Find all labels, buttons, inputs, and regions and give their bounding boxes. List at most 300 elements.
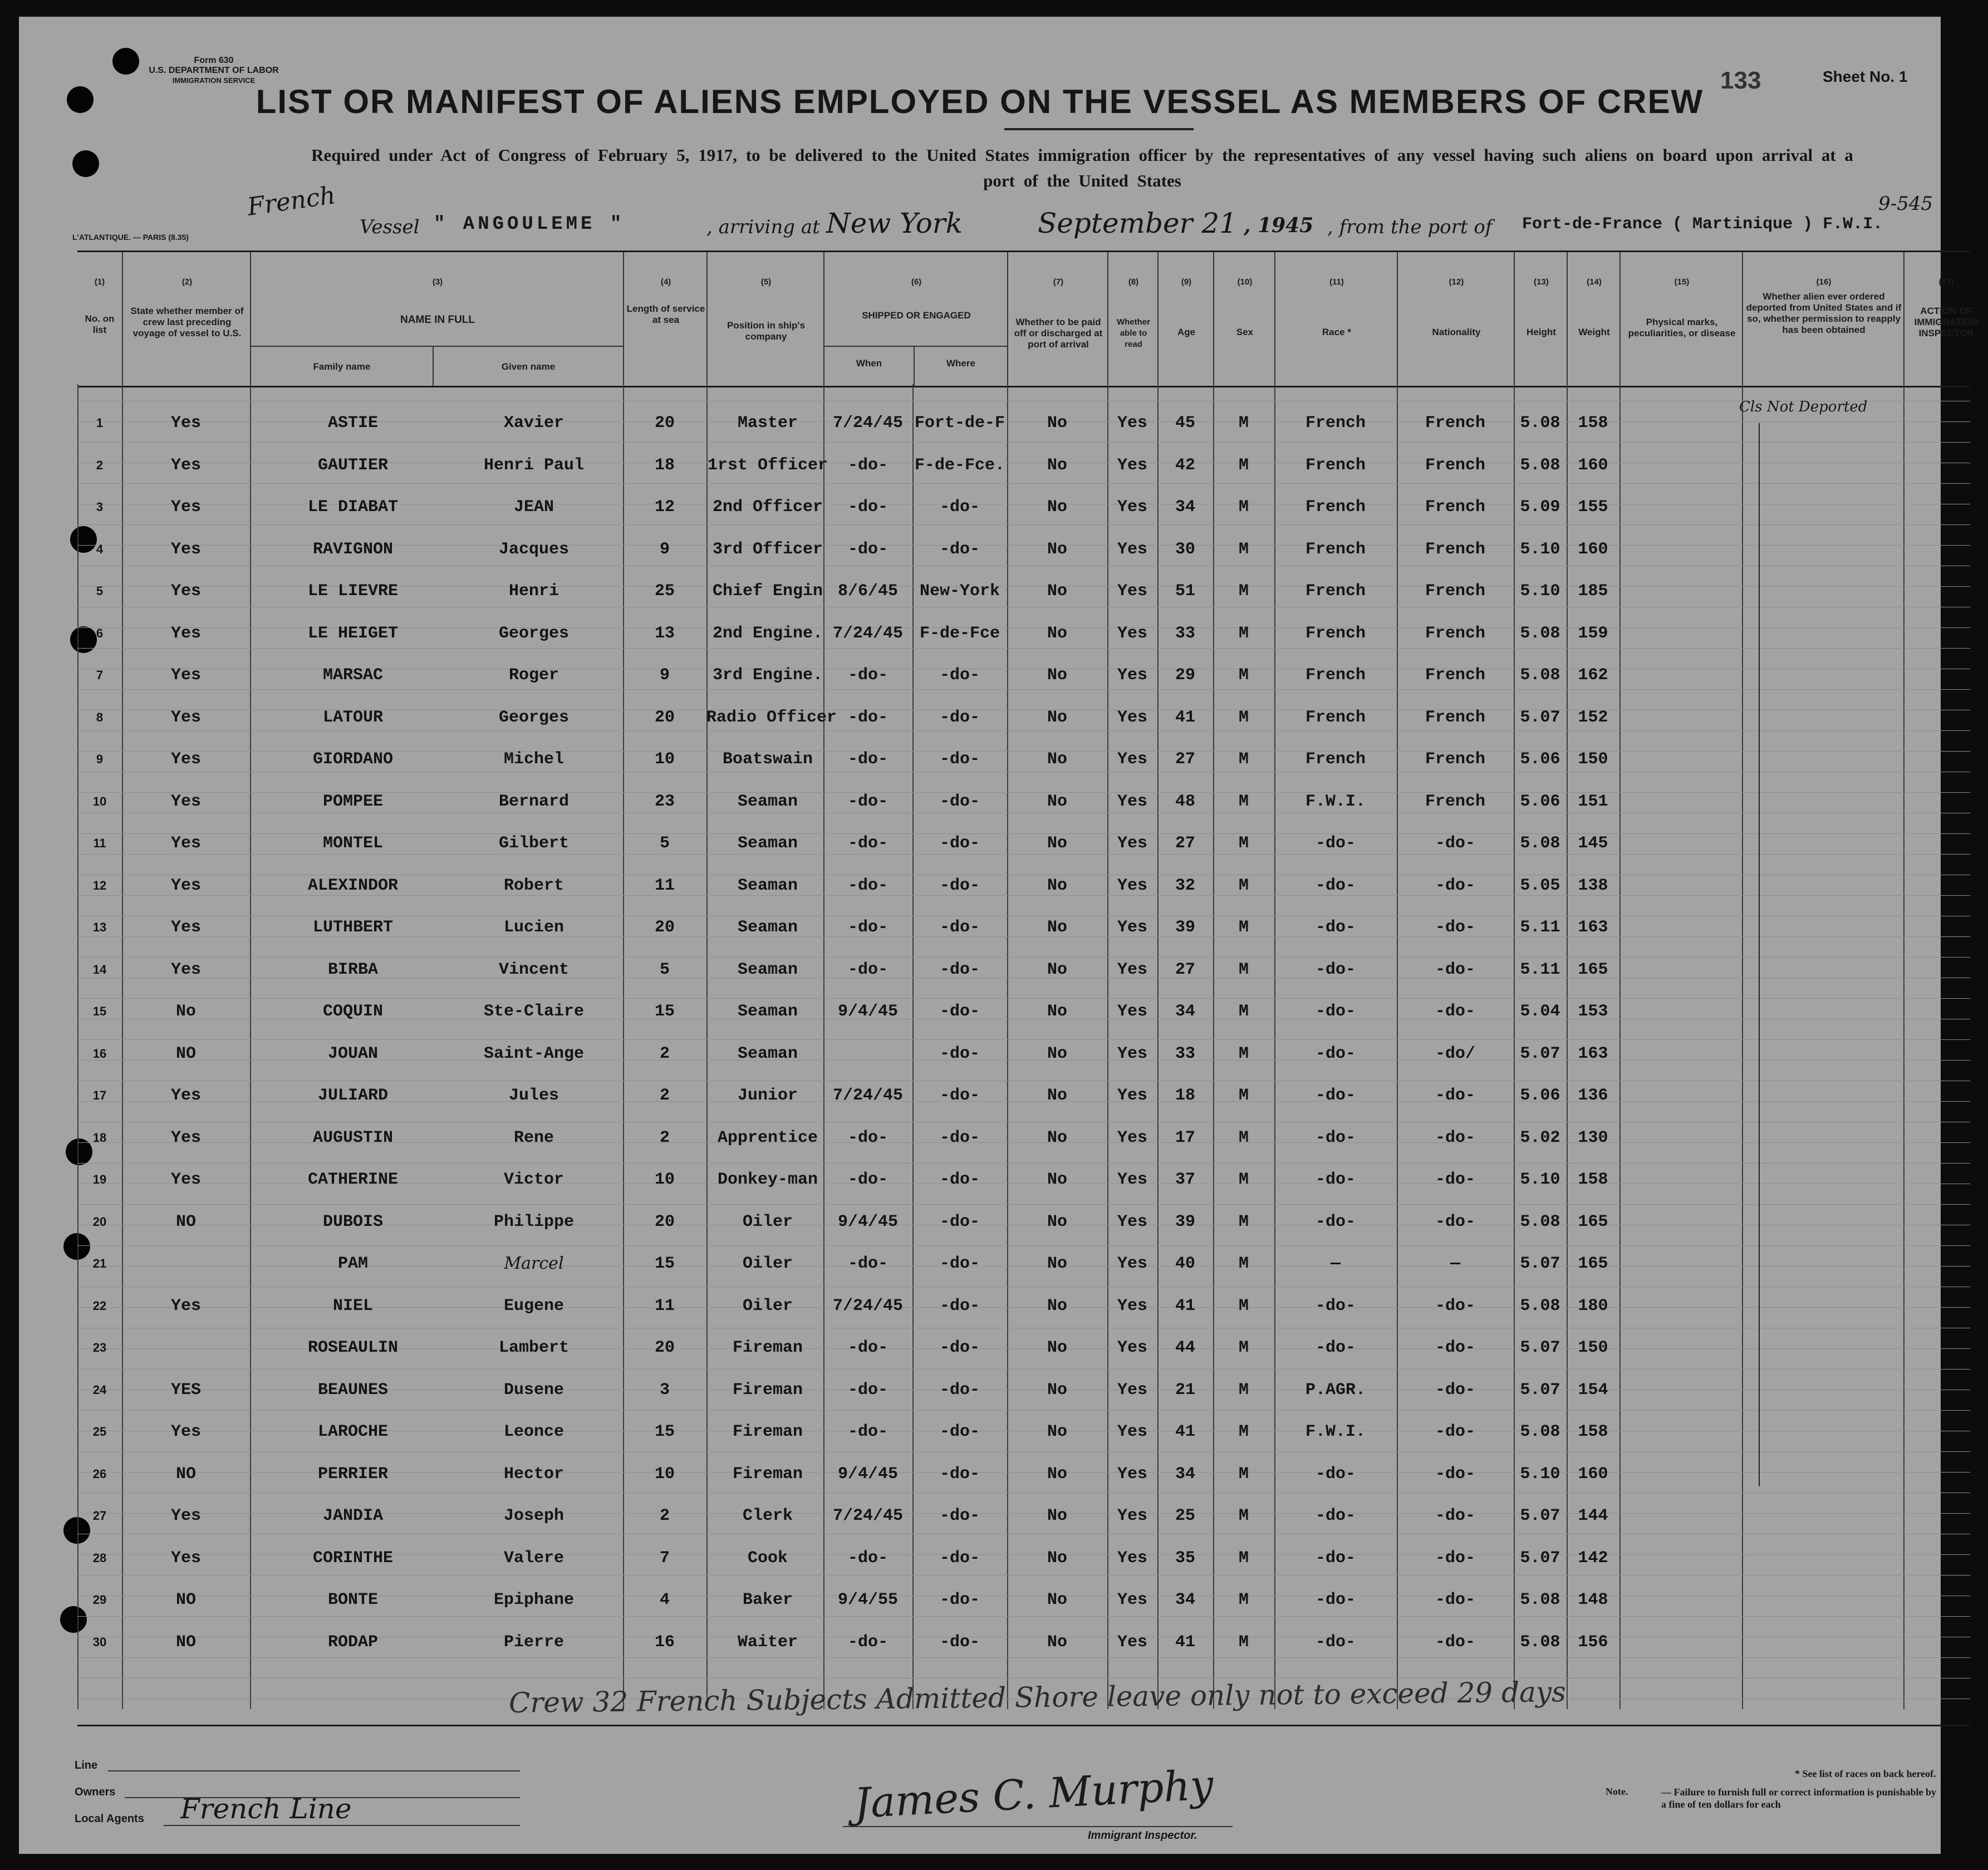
cell-family-name: BEAUNES xyxy=(317,1381,389,1400)
cell-sex: M xyxy=(1238,1422,1249,1441)
cell-nationality: French xyxy=(1425,414,1486,433)
cell-paid-off: No xyxy=(1047,918,1067,937)
cell-age: 18 xyxy=(1175,1086,1195,1105)
cell-given-name: JEAN xyxy=(513,498,554,517)
column-header-when: When xyxy=(856,358,882,369)
cell-able-to-read: Yes xyxy=(1117,1633,1147,1652)
cell-race: P.AGR. xyxy=(1305,1381,1366,1400)
column-header-height: (13) Height xyxy=(1514,252,1568,386)
cell-shipped-where: New-York xyxy=(919,582,1000,601)
cell-given-name: Hector xyxy=(503,1465,565,1484)
cell-sex: M xyxy=(1238,540,1249,559)
cell-race: -do- xyxy=(1315,918,1356,937)
cell-height: 5.07 xyxy=(1520,708,1560,727)
cell-row-number: 9 xyxy=(96,752,104,766)
cell-weight: 158 xyxy=(1578,1422,1608,1441)
cell-given-name: Philippe xyxy=(493,1213,575,1231)
cell-age: 44 xyxy=(1175,1338,1195,1357)
cell-shipped-where: -do- xyxy=(939,1591,980,1609)
arriving-label: , arriving at xyxy=(706,216,820,238)
column-divider xyxy=(1742,384,1743,1709)
cell-given-name: Lambert xyxy=(498,1338,570,1357)
cell-able-to-read: Yes xyxy=(1117,1422,1147,1441)
cell-height: 5.07 xyxy=(1520,1254,1560,1273)
cell-row-number: 25 xyxy=(92,1425,107,1439)
ruling-line xyxy=(77,1451,1970,1452)
cell-position: Master xyxy=(737,414,798,433)
ruling-line xyxy=(77,730,1970,731)
cell-paid-off: No xyxy=(1047,666,1067,685)
cell-age: 27 xyxy=(1175,834,1195,853)
cell-service-years: 20 xyxy=(654,1338,675,1357)
cell-sex: M xyxy=(1238,1254,1249,1273)
cell-family-name: PAM xyxy=(337,1254,368,1273)
cell-nationality: -do/ xyxy=(1435,1044,1475,1063)
cell-weight: 165 xyxy=(1578,1254,1608,1273)
cell-family-name: ASTIE xyxy=(327,414,378,433)
cell-position: 3rd Engine. xyxy=(712,666,823,685)
cell-able-to-read: Yes xyxy=(1117,1002,1147,1021)
ruling-line xyxy=(77,1245,1970,1246)
cell-weight: 180 xyxy=(1578,1297,1608,1316)
cell-last-voyage: NO xyxy=(175,1633,196,1652)
cell-position: Baker xyxy=(742,1591,793,1609)
cell-weight: 163 xyxy=(1578,918,1608,937)
cell-service-years: 12 xyxy=(654,498,675,517)
cell-age: 34 xyxy=(1175,498,1195,517)
cell-last-voyage: Yes xyxy=(170,540,201,559)
cell-service-years: 23 xyxy=(654,792,675,811)
cell-position: Seaman xyxy=(737,918,798,937)
cell-last-voyage: NO xyxy=(175,1465,196,1484)
cell-able-to-read: Yes xyxy=(1117,414,1147,433)
agents-underline xyxy=(164,1825,520,1826)
cell-last-voyage: Yes xyxy=(170,708,201,727)
page-number: 133 xyxy=(1720,67,1761,94)
cell-able-to-read: Yes xyxy=(1117,1338,1147,1357)
cell-paid-off: No xyxy=(1047,1633,1067,1652)
cell-position: Cook xyxy=(747,1549,788,1568)
cell-given-name: Dusene xyxy=(503,1381,565,1400)
ruling-line xyxy=(77,1204,1970,1205)
column-divider xyxy=(250,384,251,1709)
cell-nationality: — xyxy=(1450,1254,1460,1273)
cell-height: 5.08 xyxy=(1520,1213,1560,1231)
cell-given-name: Marcel xyxy=(504,1254,564,1273)
cell-given-name: Georges xyxy=(498,624,570,643)
cell-age: 41 xyxy=(1175,708,1195,727)
cell-nationality: -do- xyxy=(1435,1338,1475,1357)
cell-given-name: Bernard xyxy=(498,792,570,811)
cell-family-name: MARSAC xyxy=(322,666,384,685)
cell-weight: 138 xyxy=(1578,876,1608,895)
cell-sex: M xyxy=(1238,414,1249,433)
cell-family-name: RAVIGNON xyxy=(312,540,394,559)
cell-family-name: LE HEIGET xyxy=(307,624,399,643)
table-bottom-rule xyxy=(77,1725,1970,1726)
cell-sex: M xyxy=(1238,1297,1249,1316)
cell-able-to-read: Yes xyxy=(1117,1591,1147,1609)
cell-position: Boatswain xyxy=(722,750,813,769)
subtitle-line-1: Required under Act of Congress of February 5, 1917, to be delivered to the United States immigration officer by the representatives of any vessel having such aliens on board upon arrival at a xyxy=(311,145,1853,165)
cell-height: 5.05 xyxy=(1520,876,1560,895)
cell-shipped-when: -do- xyxy=(847,1254,888,1273)
column-header-physical-marks: (15) Physical marks, peculiarities, or disease xyxy=(1619,252,1743,386)
cell-able-to-read: Yes xyxy=(1117,1465,1147,1484)
cell-race: -do- xyxy=(1315,834,1356,853)
cell-nationality: -do- xyxy=(1435,1128,1475,1147)
cell-shipped-where: -do- xyxy=(939,1549,980,1568)
cell-last-voyage: NO xyxy=(175,1213,196,1231)
cell-family-name: LATOUR xyxy=(322,708,384,727)
cell-height: 5.10 xyxy=(1520,582,1560,601)
cell-paid-off: No xyxy=(1047,1002,1067,1021)
cell-given-name: Epiphane xyxy=(493,1591,575,1609)
cell-given-name: Eugene xyxy=(503,1297,565,1316)
cell-shipped-when: -do- xyxy=(847,1170,888,1189)
cell-weight: 145 xyxy=(1578,834,1608,853)
cell-last-voyage: Yes xyxy=(170,456,201,475)
cell-race: French xyxy=(1305,540,1366,559)
cell-sex: M xyxy=(1238,1506,1249,1525)
cell-position: Seaman xyxy=(737,1044,798,1063)
cell-race: -do- xyxy=(1315,1297,1356,1316)
cell-shipped-when: -do- xyxy=(847,1633,888,1652)
cell-paid-off: No xyxy=(1047,960,1067,979)
cell-row-number: 1 xyxy=(96,416,104,430)
cell-position: Chief Engin xyxy=(712,582,823,601)
cell-weight: 144 xyxy=(1578,1506,1608,1525)
cell-sex: M xyxy=(1238,1002,1249,1021)
cell-row-number: 28 xyxy=(92,1551,107,1565)
cell-nationality: -do- xyxy=(1435,1213,1475,1231)
cell-paid-off: No xyxy=(1047,1381,1067,1400)
cell-height: 5.06 xyxy=(1520,750,1560,769)
cell-shipped-when: -do- xyxy=(847,1549,888,1568)
cell-weight: 136 xyxy=(1578,1086,1608,1105)
cell-age: 33 xyxy=(1175,624,1195,643)
column-header-deported: (16) Whether alien ever ordered deported from United States and if so, whether permission to reapply has been obtained xyxy=(1742,252,1904,386)
cell-last-voyage: Yes xyxy=(170,876,201,895)
cell-nationality: -do- xyxy=(1435,1002,1475,1021)
cell-sex: M xyxy=(1238,624,1249,643)
cell-height: 5.06 xyxy=(1520,1086,1560,1105)
cell-able-to-read: Yes xyxy=(1117,1254,1147,1273)
cell-nationality: -do- xyxy=(1435,918,1475,937)
cell-weight: 159 xyxy=(1578,624,1608,643)
ruling-line xyxy=(77,648,1970,649)
cell-height: 5.07 xyxy=(1520,1338,1560,1357)
cell-shipped-where: -do- xyxy=(939,960,980,979)
cell-race: -do- xyxy=(1315,1465,1356,1484)
cell-family-name: ROSEAULIN xyxy=(307,1338,399,1357)
cell-sex: M xyxy=(1238,582,1249,601)
cell-shipped-where: -do- xyxy=(939,1170,980,1189)
column-header-service: (4) Length of service at sea xyxy=(623,252,708,386)
cell-able-to-read: Yes xyxy=(1117,918,1147,937)
cell-height: 5.08 xyxy=(1520,666,1560,685)
cell-shipped-when xyxy=(823,1043,912,1065)
cell-row-number: 26 xyxy=(92,1467,107,1481)
cell-nationality: -do- xyxy=(1435,1086,1475,1105)
cell-weight: 163 xyxy=(1578,1044,1608,1063)
cell-service-years: 10 xyxy=(654,750,675,769)
cell-last-voyage: Yes xyxy=(170,1297,201,1316)
cell-row-number: 7 xyxy=(96,668,104,682)
cell-service-years: 13 xyxy=(654,624,675,643)
cell-last-voyage: NO xyxy=(175,1044,196,1063)
cell-shipped-where: -do- xyxy=(939,1338,980,1357)
ruling-line xyxy=(77,1039,1970,1040)
ruling-line xyxy=(77,1616,1970,1617)
cell-shipped-where: -do- xyxy=(939,1128,980,1147)
cell-weight: 142 xyxy=(1578,1549,1608,1568)
cell-nationality: -do- xyxy=(1435,1170,1475,1189)
cell-able-to-read: Yes xyxy=(1117,834,1147,853)
signature-underline xyxy=(843,1826,1233,1827)
cell-race: French xyxy=(1305,498,1366,517)
cell-sex: M xyxy=(1238,834,1249,853)
cell-able-to-read: Yes xyxy=(1117,876,1147,895)
cell-last-voyage: Yes xyxy=(170,918,201,937)
cell-last-voyage: Yes xyxy=(170,750,201,769)
cell-height: 5.02 xyxy=(1520,1128,1560,1147)
cell-service-years: 18 xyxy=(654,456,675,475)
cell-weight: 158 xyxy=(1578,414,1608,433)
cell-service-years: 2 xyxy=(659,1086,670,1105)
cell-given-name: Georges xyxy=(498,708,570,727)
cell-service-years: 16 xyxy=(654,1633,675,1652)
column-header-race: (11) Race * xyxy=(1274,252,1398,386)
cell-service-years: 20 xyxy=(654,1213,675,1231)
column-header-read: (8) Whether able to read xyxy=(1107,252,1159,386)
cell-service-years: 5 xyxy=(659,960,670,979)
cell-paid-off: No xyxy=(1047,708,1067,727)
cell-age: 40 xyxy=(1175,1254,1195,1273)
cell-shipped-where: -do- xyxy=(939,1002,980,1021)
cell-height: 5.07 xyxy=(1520,1549,1560,1568)
cell-paid-off: No xyxy=(1047,876,1067,895)
cell-paid-off: No xyxy=(1047,792,1067,811)
cell-row-number: 14 xyxy=(92,963,107,976)
form-identifier xyxy=(114,56,314,86)
cell-last-voyage: NO xyxy=(175,1591,196,1609)
ruling-line xyxy=(77,1657,1970,1658)
cell-row-number: 4 xyxy=(96,542,104,556)
cell-family-name: COQUIN xyxy=(322,1002,384,1021)
cell-row-number: 2 xyxy=(96,458,104,472)
cell-family-name: DUBOIS xyxy=(322,1213,384,1231)
cell-nationality: French xyxy=(1425,624,1486,643)
cell-sex: M xyxy=(1238,918,1249,937)
cell-service-years: 20 xyxy=(654,708,675,727)
cell-family-name: NIEL xyxy=(332,1297,373,1316)
note-text: — Failure to furnish full or correct information is punishable by a fine of ten dollars for each xyxy=(1661,1786,1937,1810)
manifest-sheet xyxy=(19,17,1979,1854)
cell-service-years: 4 xyxy=(659,1591,670,1609)
arrival-date: September 21 xyxy=(1038,207,1237,239)
cell-family-name: GAUTIER xyxy=(317,456,389,475)
cell-weight: 165 xyxy=(1578,1213,1608,1231)
cell-nationality: -do- xyxy=(1435,1549,1475,1568)
cell-race: -do- xyxy=(1315,1633,1356,1652)
column-header-name: (3) NAME IN FULL Family name Given name xyxy=(250,252,624,386)
cell-sex: M xyxy=(1238,960,1249,979)
cell-row-number: 3 xyxy=(96,500,104,514)
cell-age: 34 xyxy=(1175,1591,1195,1609)
vessel-line xyxy=(19,181,1941,239)
cell-able-to-read: Yes xyxy=(1117,1086,1147,1105)
cell-paid-off: No xyxy=(1047,1170,1067,1189)
cell-sex: M xyxy=(1238,750,1249,769)
cell-age: 27 xyxy=(1175,960,1195,979)
cell-nationality: French xyxy=(1425,708,1486,727)
cell-nationality: -do- xyxy=(1435,1591,1475,1609)
cell-height: 5.08 xyxy=(1520,1297,1560,1316)
arrival-year: , 1945 xyxy=(1244,214,1314,237)
cell-shipped-when: 9/4/55 xyxy=(837,1591,899,1609)
column-header-weight: (14) Weight xyxy=(1567,252,1621,386)
cell-shipped-when: -do- xyxy=(847,960,888,979)
cell-position: Oiler xyxy=(742,1254,793,1273)
cell-weight: 151 xyxy=(1578,792,1608,811)
cell-given-name: Henri Paul xyxy=(483,456,585,475)
cell-family-name: MONTEL xyxy=(322,834,384,853)
cell-race: -do- xyxy=(1315,960,1356,979)
cell-race: French xyxy=(1305,666,1366,685)
race-footnote: * See list of races on back hereof. xyxy=(1795,1768,1936,1779)
cell-family-name: LUTHBERT xyxy=(312,918,394,937)
cell-position: Fireman xyxy=(732,1465,803,1484)
cell-race: French xyxy=(1305,708,1366,727)
cell-family-name: GIORDANO xyxy=(312,750,394,769)
column-header-last-voyage: (2) State whether member of crew last preceding voyage of vessel to U.S. xyxy=(122,252,251,386)
cell-given-name: Ste-Claire xyxy=(483,1002,585,1021)
cell-last-voyage: Yes xyxy=(170,666,201,685)
cell-service-years: 10 xyxy=(654,1170,675,1189)
cell-race: French xyxy=(1305,582,1366,601)
cell-given-name: Saint-Ange xyxy=(483,1044,585,1063)
cell-weight: 153 xyxy=(1578,1002,1608,1021)
cell-last-voyage: Yes xyxy=(170,1422,201,1441)
cell-given-name: Xavier xyxy=(503,414,565,433)
cell-family-name: BIRBA xyxy=(327,960,378,979)
cell-age: 17 xyxy=(1175,1128,1195,1147)
cell-family-name: LE LIEVRE xyxy=(307,582,399,601)
cell-nationality: French xyxy=(1425,456,1486,475)
column-header-where: Where xyxy=(946,358,975,369)
cell-race: — xyxy=(1330,1254,1341,1273)
cell-given-name: Jacques xyxy=(498,540,570,559)
cell-family-name: PERRIER xyxy=(317,1465,389,1484)
cell-shipped-where: -do- xyxy=(939,1422,980,1441)
cell-shipped-where: -do- xyxy=(939,918,980,937)
cell-shipped-where: -do- xyxy=(939,1086,980,1105)
deported-note: Cls Not Deported xyxy=(1739,399,1868,415)
cell-able-to-read: Yes xyxy=(1117,540,1147,559)
cell-race: -do- xyxy=(1315,1002,1356,1021)
cell-shipped-when: -do- xyxy=(847,498,888,517)
cell-able-to-read: Yes xyxy=(1117,498,1147,517)
cell-sex: M xyxy=(1238,1381,1249,1400)
cell-age: 51 xyxy=(1175,582,1195,601)
cell-shipped-where: -do- xyxy=(939,1044,980,1063)
cell-family-name: RODAP xyxy=(327,1633,378,1652)
cell-shipped-when: -do- xyxy=(847,1128,888,1147)
cell-weight: 160 xyxy=(1578,1465,1608,1484)
cell-age: 32 xyxy=(1175,876,1195,895)
cell-able-to-read: Yes xyxy=(1117,1297,1147,1316)
cell-row-number: 10 xyxy=(92,794,107,808)
cell-age: 41 xyxy=(1175,1422,1195,1441)
cell-family-name: AUGUSTIN xyxy=(312,1128,394,1147)
inspector-label: Immigrant Inspector. xyxy=(1088,1829,1197,1842)
cell-paid-off: No xyxy=(1047,1506,1067,1525)
cell-shipped-where: -do- xyxy=(939,876,980,895)
subtitle xyxy=(208,143,1956,194)
cell-nationality: -do- xyxy=(1435,1297,1475,1316)
cell-paid-off: No xyxy=(1047,1338,1067,1357)
cell-row-number: 6 xyxy=(96,626,104,640)
cell-nationality: French xyxy=(1425,792,1486,811)
cell-race: French xyxy=(1305,750,1366,769)
cell-given-name: Robert xyxy=(503,876,565,895)
cell-weight: 185 xyxy=(1578,582,1608,601)
cell-row-number: 29 xyxy=(92,1593,107,1607)
cell-sex: M xyxy=(1238,1549,1249,1568)
cell-race: -do- xyxy=(1315,876,1356,895)
cell-shipped-where: F-de-Fce xyxy=(919,624,1000,643)
sheet-label: Sheet No. xyxy=(1823,68,1895,85)
cell-given-name: Gilbert xyxy=(498,834,570,853)
form-number: Form 630 xyxy=(194,56,234,65)
cell-row-number: 12 xyxy=(92,878,107,892)
cell-given-name: Pierre xyxy=(503,1633,565,1652)
cell-nationality: -do- xyxy=(1435,1465,1475,1484)
cell-weight: 154 xyxy=(1578,1381,1608,1400)
cell-weight: 152 xyxy=(1578,708,1608,727)
ruling-line xyxy=(77,689,1970,690)
cell-last-voyage: Yes xyxy=(170,414,201,433)
cell-position: Junior xyxy=(737,1086,798,1105)
cell-age: 21 xyxy=(1175,1381,1195,1400)
cell-nationality: -do- xyxy=(1435,960,1475,979)
cell-sex: M xyxy=(1238,498,1249,517)
cell-race: French xyxy=(1305,456,1366,475)
cell-race: -do- xyxy=(1315,1338,1356,1357)
publisher-imprint: L'ATLANTIQUE. — PARIS (8.35) xyxy=(72,233,189,242)
cell-race: -do- xyxy=(1315,1128,1356,1147)
cell-given-name: Victor xyxy=(503,1170,565,1189)
binder-hole xyxy=(72,150,99,177)
cell-shipped-where: -do- xyxy=(939,1633,980,1652)
cell-shipped-where: -do- xyxy=(939,1381,980,1400)
cell-row-number: 19 xyxy=(92,1172,107,1186)
cell-last-voyage: Yes xyxy=(170,624,201,643)
cell-service-years: 25 xyxy=(654,582,675,601)
cell-sex: M xyxy=(1238,1213,1249,1231)
cell-position: Waiter xyxy=(737,1633,798,1652)
cell-service-years: 15 xyxy=(654,1254,675,1273)
cell-weight: 158 xyxy=(1578,1170,1608,1189)
cell-able-to-read: Yes xyxy=(1117,750,1147,769)
cell-race: French xyxy=(1305,414,1366,433)
cell-position: Seaman xyxy=(737,876,798,895)
cell-family-name: JOUAN xyxy=(327,1044,378,1063)
cell-paid-off: No xyxy=(1047,1549,1067,1568)
cell-family-name: POMPEE xyxy=(322,792,384,811)
cell-shipped-where: -do- xyxy=(939,708,980,727)
